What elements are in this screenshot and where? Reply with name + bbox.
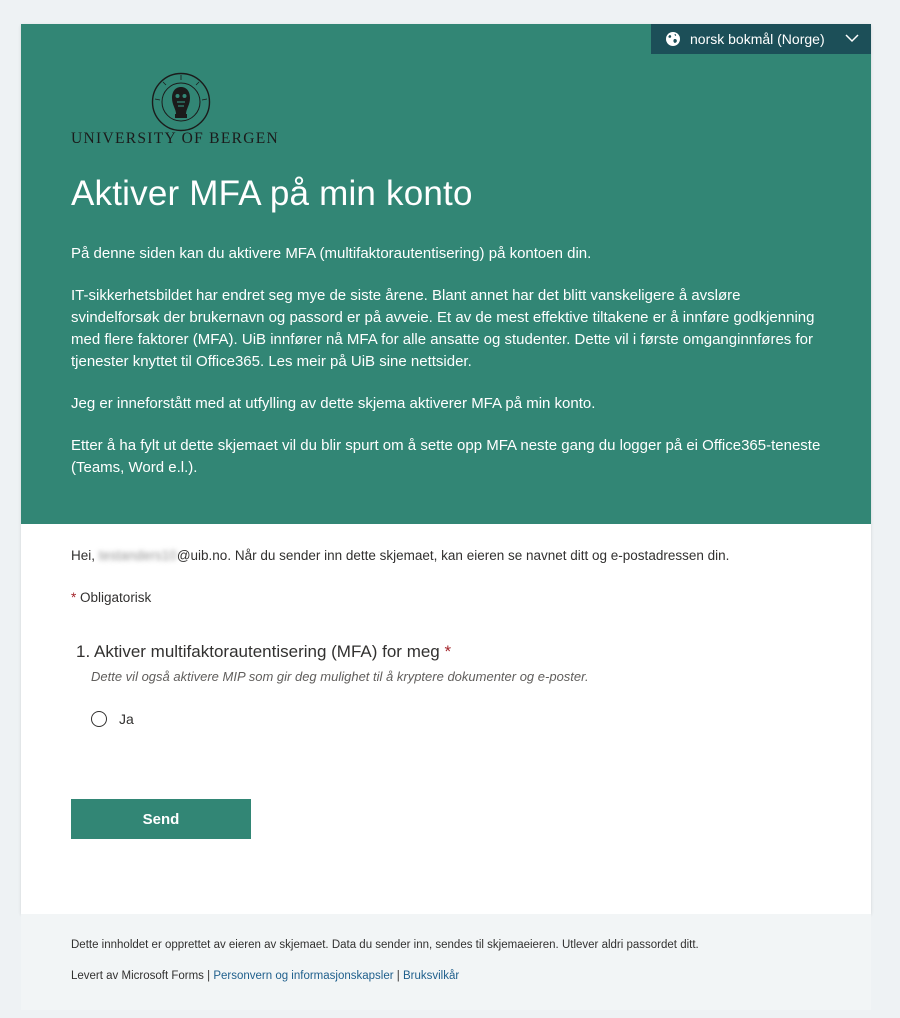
greeting-suffix: @uib.no. Når du sender inn dette skjemaet, kan eieren se navnet ditt og e-postadressen din. <box>176 548 730 563</box>
question-text: Aktiver multifaktorautentisering (MFA) for meg <box>93 642 440 661</box>
form-header <box>21 24 871 524</box>
footer <box>21 914 871 1010</box>
link-separator: | <box>393 970 403 982</box>
option-ja[interactable] <box>91 708 134 730</box>
description-paragraph: Jeg er inneforstått med at utfylling av dette skjema aktiverer MFA på min konto. <box>71 395 596 412</box>
privacy-link[interactable]: Personvern og informasjonskapsler <box>213 970 394 982</box>
language-selector[interactable] <box>651 24 871 54</box>
description-paragraph: Etter å ha fylt ut dette skjemaet vil du blir spurt om å sette opp MFA neste gang du logger på ei Office365-teneste (Teams, Word e.l.). <box>71 437 821 476</box>
university-seal-logo <box>151 72 211 132</box>
question-number: 1. <box>76 642 91 661</box>
description-paragraph: På denne siden kan du aktivere MFA (multifaktorautentisering) på kontoen din. <box>71 245 592 262</box>
radio-button[interactable] <box>91 711 107 727</box>
description-paragraph: IT-sikkerhetsbildet har endret seg mye de siste årene. Blant annet har det blitt vanskeligere å avsløre svindelforsøk der brukernavn og passord er på avveie. Et av de mest effektive tiltakene er å innføre godkjenning med flere faktorer (MFA). UiB innfører nå MFA for alle ansatte og studenter. Dette vil i første omganginnføres for tjenester knyttet til Office365. Les meir på UiB sine nettsider. <box>71 287 815 370</box>
language-label: norsk bokmål (Norge) <box>690 31 825 47</box>
provider-text: Levert av Microsoft Forms <box>71 970 204 982</box>
chevron-down-icon <box>845 31 859 45</box>
footer-notice: Dette innholdet er opprettet av eieren av skjemaet. Data du sender inn, sendes til skjemaeieren. Utlever aldri passordet ditt. <box>71 939 699 951</box>
greeting-prefix: Hei, <box>71 548 99 563</box>
footer-links <box>71 970 459 982</box>
send-button[interactable]: Send <box>71 799 251 839</box>
user-email-blurred: testanders10 <box>98 548 177 563</box>
terms-link[interactable]: Bruksvilkår <box>402 970 460 982</box>
globe-icon <box>665 31 681 47</box>
form-card <box>21 24 871 914</box>
form-description <box>71 243 831 479</box>
option-label: Ja <box>119 711 134 727</box>
required-note <box>71 590 151 605</box>
question-title <box>76 642 451 662</box>
form-title: Aktiver MFA på min konto <box>71 174 473 213</box>
required-star: * <box>71 590 77 605</box>
link-separator: | <box>203 970 214 982</box>
university-logo-text: UNIVERSITY OF BERGEN <box>71 130 279 147</box>
required-label: Obligatorisk <box>80 590 152 605</box>
user-greeting <box>71 548 729 563</box>
question-subtitle: Dette vil også aktivere MIP som gir deg mulighet til å kryptere dokumenter og e-poster. <box>91 669 589 684</box>
question-required-star: * <box>444 642 452 661</box>
